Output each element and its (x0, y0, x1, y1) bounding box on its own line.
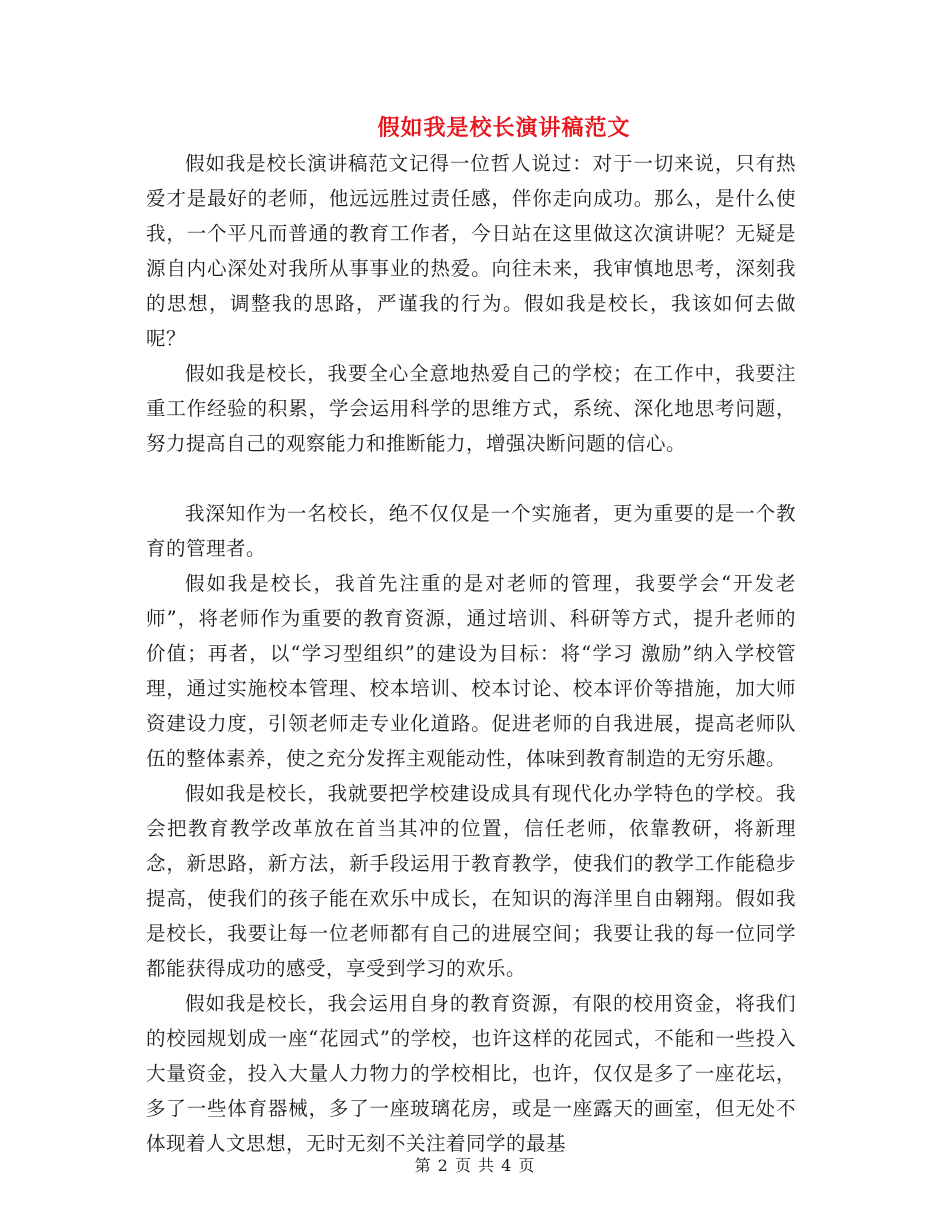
document-body (146, 146, 796, 1161)
paragraph-3: 我深知作为一名校长，绝不仅仅是一个实施者，更为重要的是一个教育的管理者。 (146, 502, 796, 560)
paragraph-5: 假如我是校长，我就要把学校建设成具有现代化办学特色的学校。我会把教育教学改革放在首当其冲的位置，信任老师，依靠教研，将新理念，新思路，新方法，新手段运用于教育教学，使我们的教学工作能稳步提高，使我们的孩子能在欢乐中成长，在知识的海洋里自由翱翔。假如我是校长，我要让每一位老师都有自己的进展空间；我要让我的每一位同学都能获得成功的感受，享受到学习的欢乐。 (146, 782, 796, 980)
page-footer: 第 2 页 共 4 页 (414, 1156, 536, 1175)
paragraph-4: 假如我是校长，我首先注重的是对老师的管理，我要学会“开发老师”，将老师作为重要的教育资源，通过培训、科研等方式，提升老师的价值；再者，以“学习型组织”的建设为目标：将“学习 激励”纳入学校管理，通过实施校本管理、校本培训、校本讨论、校本评价等措施，加大师资建设力度，引领老师走专业化道路。促进老师的自我进展，提高老师队伍的整体素养，使之充分发挥主观能动性，体味到教育制造的无穷乐趣。 (146, 572, 796, 770)
paragraph-2: 假如我是校长，我要全心全意地热爱自己的学校；在工作中，我要注重工作经验的积累，学会运用科学的思维方式，系统、深化地思考问题，努力提高自己的观察能力和推断能力，增强决断问题的信心。 (146, 362, 796, 455)
paragraph-1: 假如我是校长演讲稿范文记得一位哲人说过：对于一切来说，只有热爱才是最好的老师，他远远胜过责任感，伴你走向成功。那么，是什么使我，一个平凡而普通的教育工作者，今日站在这里做这次演讲呢？无疑是源自内心深处对我所从事事业的热爱。向往未来，我审慎地思考，深刻我的思想，调整我的思路，严谨我的行为。假如我是校长，我该如何去做呢？ (146, 152, 796, 350)
document-title: 假如我是校长演讲稿范文 (377, 115, 631, 141)
paragraph-6: 假如我是校长，我会运用自身的教育资源，有限的校用资金，将我们的校园规划成一座“花园式”的学校，也许这样的花园式，不能和一些投入大量资金，投入大量人力物力的学校相比，也许，仅仅是多了一座花坛，多了一些体育器械，多了一座玻璃花房，或是一座露天的画室，但无处不体现着人文思想，无时无刻不关注着同学的最基 (146, 992, 796, 1155)
